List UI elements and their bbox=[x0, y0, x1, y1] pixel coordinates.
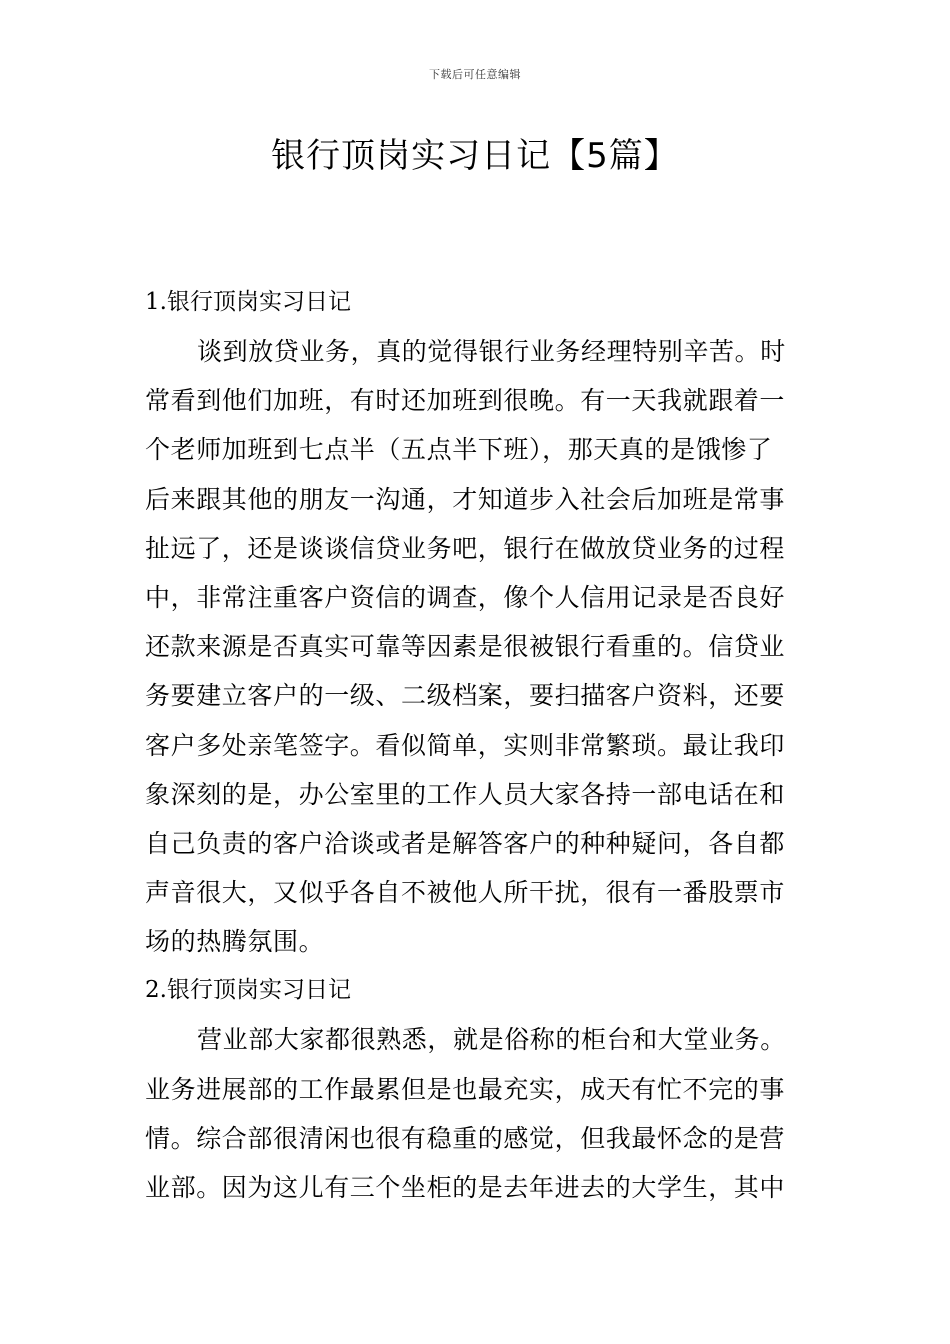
paragraph-line: 中，非常注重客户资信的调查，像个人信用记录是否良好 bbox=[145, 582, 786, 612]
paragraph-line: 谈到放贷业务，真的觉得银行业务经理特别辛苦。时 bbox=[197, 337, 786, 366]
paragraph-line: 营业部大家都很熟悉，就是俗称的柜台和大堂业务。 bbox=[197, 1025, 786, 1055]
paragraph-line: 还款来源是否真实可靠等因素是很被银行看重的。信贷业 bbox=[145, 632, 786, 662]
document-title: 银行顶岗实习日记【5篇】 bbox=[271, 136, 679, 176]
paragraph-line: 扯远了，还是谈谈信贷业务吧，银行在做放贷业务的过程 bbox=[145, 533, 786, 563]
paragraph-line: 业务进展部的工作最累但是也最充实，成天有忙不完的事 bbox=[145, 1074, 786, 1104]
header-note: 下载后可任意编辑 bbox=[429, 68, 521, 81]
paragraph-line: 后来跟其他的朋友一沟通，才知道步入社会后加班是常事 bbox=[145, 484, 786, 514]
paragraph-line: 务要建立客户的一级、二级档案，要扫描客户资料，还要 bbox=[145, 681, 786, 711]
section-paragraph-1 bbox=[145, 327, 807, 966]
paragraph-line: 常看到他们加班，有时还加班到很晚。有一天我就跟着一 bbox=[145, 386, 786, 416]
paragraph-line: 客户多处亲笔签字。看似简单，实则非常繁琐。最让我印 bbox=[145, 730, 786, 760]
document-body bbox=[145, 278, 807, 1212]
paragraph-line: 场的热腾氛围。 bbox=[145, 927, 325, 957]
paragraph-line: 声音很大，又似乎各自不被他人所干扰，很有一番股票市 bbox=[145, 878, 786, 908]
paragraph-line: 情。综合部很清闲也很有稳重的感觉，但我最怀念的是营 bbox=[145, 1123, 786, 1153]
section-paragraph-2 bbox=[145, 1015, 807, 1212]
paragraph-line: 自己负责的客户洽谈或者是解答客户的种种疑问，各自都 bbox=[145, 828, 786, 858]
section-heading-2: 2.银行顶岗实习日记 bbox=[145, 977, 351, 1004]
section-heading-1: 1.银行顶岗实习日记 bbox=[145, 289, 351, 315]
paragraph-line: 个老师加班到七点半（五点半下班），那天真的是饿惨了 bbox=[145, 435, 773, 465]
paragraph-line: 业部。因为这儿有三个坐柜的是去年进去的大学生，其中 bbox=[145, 1173, 786, 1202]
paragraph-line: 象深刻的是，办公室里的工作人员大家各持一部电话在和 bbox=[145, 779, 786, 809]
